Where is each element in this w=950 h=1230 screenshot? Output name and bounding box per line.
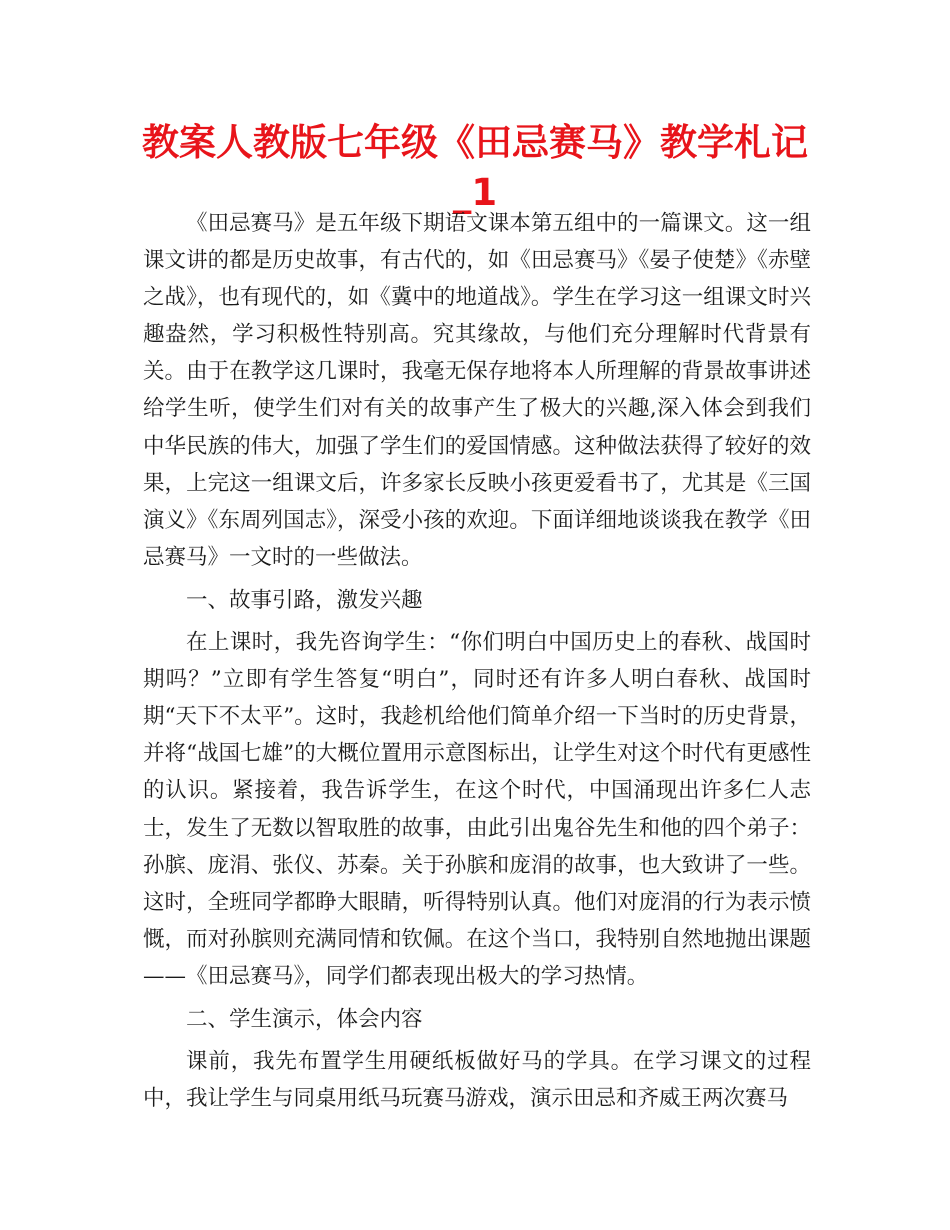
document-title: 教案人教版七年级《田忌赛马》教学札记_1 [142,121,808,214]
section-heading-2: 二、学生演示，体会内容 [186,1006,423,1032]
document-body [143,205,811,1117]
paragraph-section-1: 在上课时，我先咨询学生：“你们明白中国历史上的春秋、战国时期吗？”立即有学生答复“明白”，同时还有许多人明白春秋、战国时期“天下不太平”。这时，我趁机给他们简单介绍一下当时的历史背景，并将“战国七雄”的大概位置用示意图标出，让学生对这个时代有更感性的认识。紧接着，我告诉学生，在这个时代，中国涌现出许多仁人志士，发生了无数以智取胜的故事，由此引出鬼谷先生和他的四个弟子：孙膑、庞涓、张仪、苏秦。关于孙膑和庞涓的故事，也大致讲了一些。这时，全班同学都睁大眼睛，听得特别认真。他们对庞涓的行为表示愤慨，而对孙膑则充满同情和钦佩。在这个当口，我特别自然地抛出课题——《田忌赛马》，同学们都表现出极大的学习热情。 [143,630,811,989]
paragraph-section-2: 课前，我先布置学生用硬纸板做好马的学具。在学习课文的过程中，我让学生与同桌用纸马玩赛马游戏，演示田忌和齐威王两次赛马 [143,1049,811,1112]
paragraph-intro: 《田忌赛马》是五年级下期语文课本第五组中的一篇课文。这一组课文讲的都是历史故事，有古代的，如《田忌赛马》《晏子使楚》《赤壁之战》，也有现代的，如《冀中的地道战》。学生在学习这一组课文时兴趣盎然，学习积极性特别高。究其缘故，与他们充分理解时代背景有关。由于在教学这几课时，我毫无保存地将本人所理解的背景故事讲述给学生听，使学生们对有关的故事产生了极大的兴趣,深入体会到我们中华民族的伟大，加强了学生们的爱国情感。这种做法获得了较好的效果，上完这一组课文后，许多家长反映小孩更爱看书了，尤其是《三国演义》《东周列国志》，深受小孩的欢迎。下面详细地谈谈我在教学《田忌赛马》一文时的一些做法。 [143,211,811,570]
section-heading-1: 一、故事引路，激发兴趣 [186,587,423,613]
